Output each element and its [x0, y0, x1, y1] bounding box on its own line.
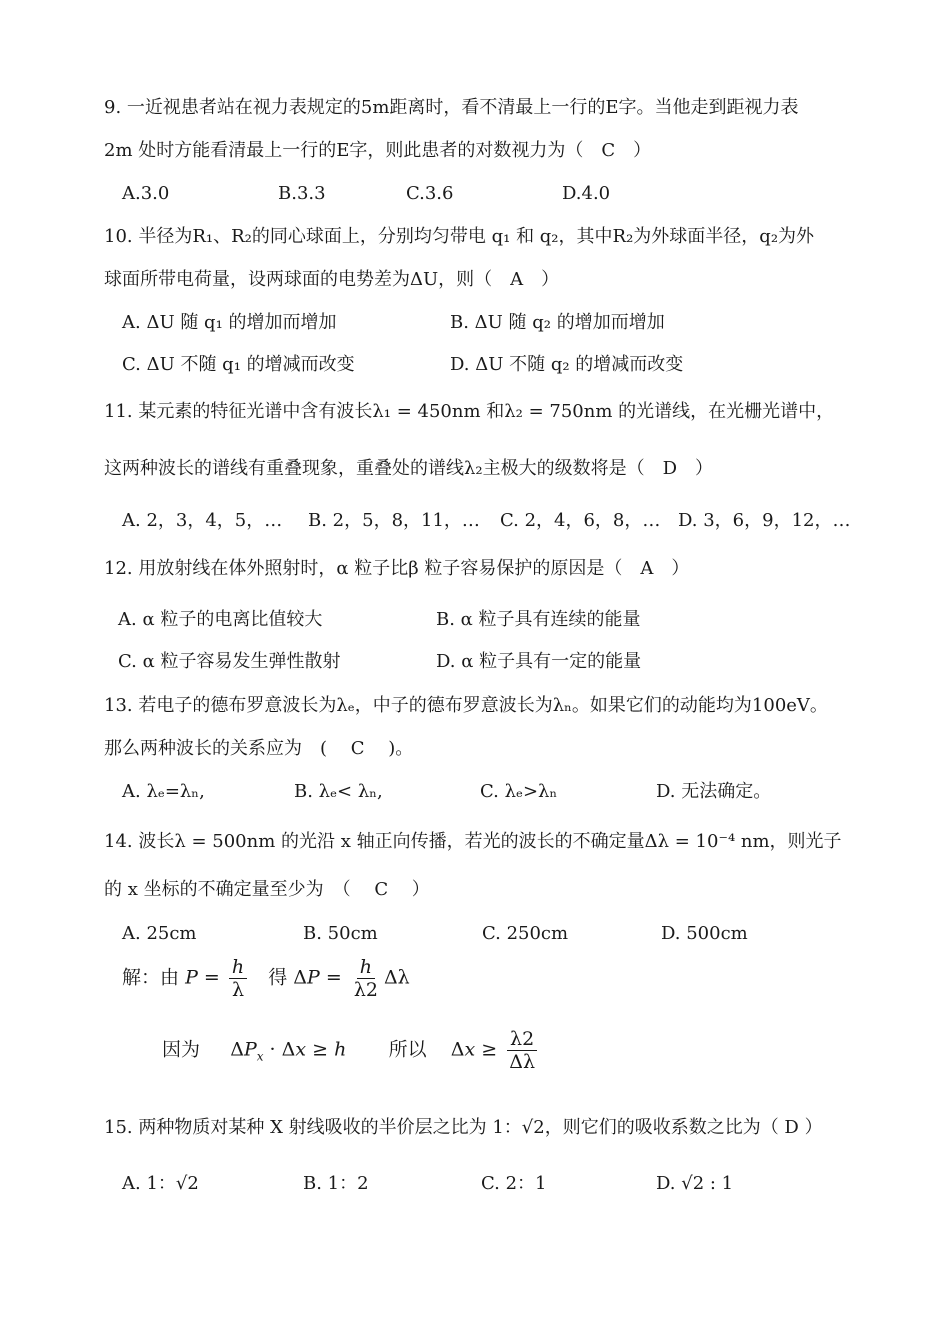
q14-stem-line1: 14. 波长λ = 500nm 的光沿 x 轴正向传播，若光的波长的不确定量Δλ = 10⁻⁴ nm，则光子 — [104, 831, 842, 852]
q10-option-a: A. ΔU 随 q₁ 的增加而增加 — [122, 312, 337, 333]
q12-option-b: B. α 粒子具有连续的能量 — [436, 609, 641, 630]
q14-solution-line1: 解：由 P = $\frac{h}{\lambda}$ 得 ΔP = $\frac{h}{\lambda 2}$ Δλ — [122, 956, 410, 1001]
q13-option-d: D. 无法确定。 — [656, 781, 772, 802]
q12-option-c: C. α 粒子容易发生弹性散射 — [118, 651, 341, 672]
q10-option-c: C. ΔU 不随 q₁ 的增减而改变 — [122, 354, 355, 375]
q11-option-d: D. 3，6，9，12，… — [678, 510, 851, 531]
q15-option-d: D. √2 : 1 — [656, 1173, 734, 1194]
q14-solution-prefix: 解：由 — [122, 966, 180, 989]
q14-option-d: D. 500cm — [661, 923, 748, 944]
formula-h-over-lambda: $\frac{h}{\lambda}$ — [229, 956, 247, 1001]
q14-option-a: A. 25cm — [122, 923, 197, 944]
q13-option-b: B. λₑ< λₙ, — [294, 781, 383, 802]
q9-stem-line1: 9. 一近视患者站在视力表规定的5m距离时，看不清最上一行的E字。当他走到距视力表 — [104, 97, 799, 118]
q11-option-b: B. 2，5，8，11，… — [308, 510, 480, 531]
q13-stem-line2: 那么两种波长的关系应为 ( C )。 — [104, 738, 414, 759]
q13-option-c: C. λₑ>λₙ — [480, 781, 558, 802]
formula-p: P — [185, 966, 198, 989]
q15-option-b: B. 1：2 — [303, 1173, 369, 1194]
q12-option-d: D. α 粒子具有一定的能量 — [436, 651, 642, 672]
q15-stem-line1: 15. 两种物质对某种 X 射线吸收的半价层之比为 1：√2，则它们的吸收系数之比为（ D ） — [104, 1117, 823, 1138]
q14-option-b: B. 50cm — [303, 923, 378, 944]
q12-stem-line1: 12. 用放射线在体外照射时，α 粒子比β 粒子容易保护的原因是（ A ） — [104, 558, 690, 579]
q14-option-c: C. 250cm — [482, 923, 569, 944]
q10-option-d: D. ΔU 不随 q₂ 的增减而改变 — [450, 354, 684, 375]
q14-solution-line2: 因为 $\Delta P_x \cdot \Delta x \ge h$ 所以 Δx ≥ $\frac{\lambda 2}{\Delta\lambda}$ — [162, 1028, 541, 1073]
q10-stem-line2: 球面所带电荷量，设两球面的电势差为ΔU，则（ A ） — [104, 269, 560, 290]
q13-option-a: A. λₑ=λₙ, — [122, 781, 205, 802]
q9-stem-line2: 2m 处时方能看清最上一行的E字，则此患者的对数视力为（ C ） — [104, 140, 652, 161]
q11-option-a: A. 2，3，4，5，… — [122, 510, 283, 531]
q15-option-a: A. 1：√2 — [122, 1173, 199, 1194]
q10-option-b: B. ΔU 随 q₂ 的增加而增加 — [450, 312, 665, 333]
q9-option-d: D.4.0 — [562, 183, 611, 204]
q12-option-a: A. α 粒子的电离比值较大 — [118, 609, 323, 630]
q10-stem-line1: 10. 半径为R₁、R₂的同心球面上，分别均匀带电 q₁ 和 q₂，其中R₂为外球面半径，q₂为外 — [104, 226, 815, 247]
q9-option-b: B.3.3 — [278, 183, 326, 204]
q14-stem-line2: 的 x 坐标的不确定量至少为 （ C ） — [104, 879, 430, 900]
q9-option-c: C.3.6 — [406, 183, 454, 204]
q15-option-c: C. 2：1 — [481, 1173, 547, 1194]
q13-stem-line1: 13. 若电子的德布罗意波长为λₑ，中子的德布罗意波长为λₙ。如果它们的动能均为100eV。 — [104, 695, 828, 716]
formula-lambda2-over-dlambda: $\frac{\lambda 2}{\Delta\lambda}$ — [506, 1028, 538, 1073]
q11-option-c: C. 2，4，6，8，… — [500, 510, 661, 531]
q11-stem-line1: 11. 某元素的特征光谱中含有波长λ₁ = 450nm 和λ₂ = 750nm 的光谱线，在光栅光谱中， — [104, 401, 835, 422]
q9-option-a: A.3.0 — [122, 183, 170, 204]
q14-solution-so: 所以 — [388, 1038, 427, 1061]
q14-solution-because: 因为 — [162, 1038, 201, 1061]
formula-h-over-lambda2: $\frac{h}{\lambda 2}$ — [353, 956, 378, 1001]
q11-stem-line2: 这两种波长的谱线有重叠现象，重叠处的谱线λ₂主极大的级数将是（ D ） — [104, 458, 714, 479]
q14-solution-get: 得 — [268, 966, 288, 989]
